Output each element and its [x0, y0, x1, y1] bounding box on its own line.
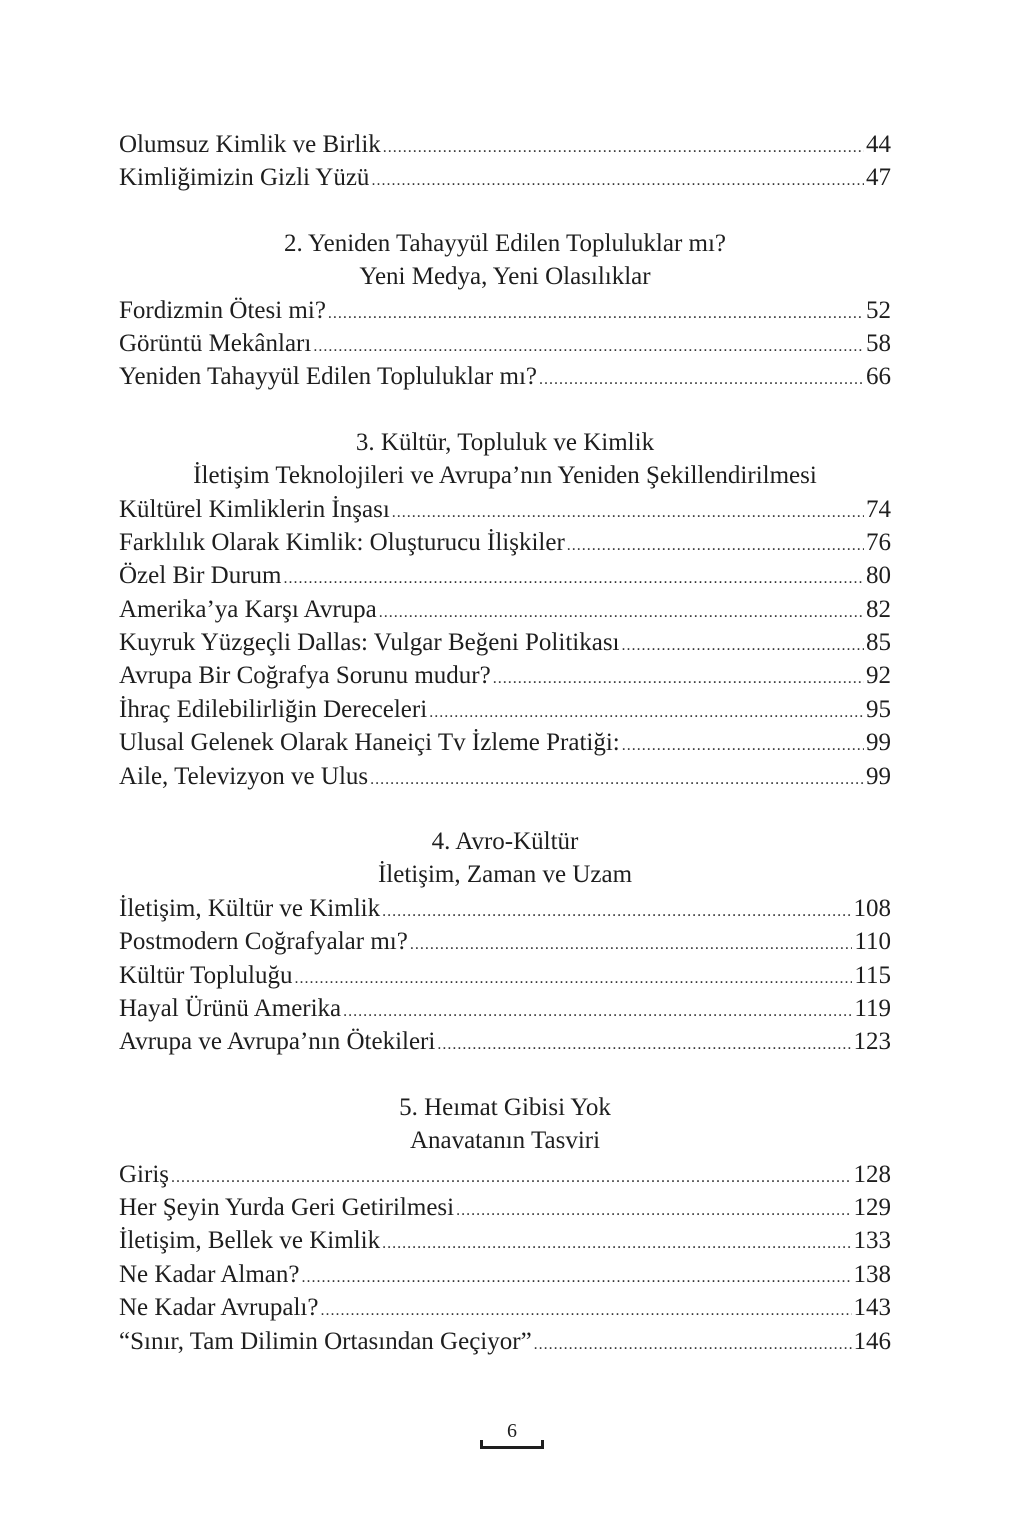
chapter-subtitle: Anavatanın Tasviri	[409, 1127, 601, 1155]
toc-entry	[119, 593, 891, 626]
chapter-title: 2. Yeniden Tahayyül Edilen Topluluklar mı?	[283, 229, 727, 257]
chapter-subtitle: İletişim, Zaman ve Uzam	[377, 861, 633, 889]
toc-entry-page: 52	[866, 296, 891, 324]
toc-entry-title: Fordizmin Ötesi mi?	[119, 296, 326, 324]
toc-entry	[119, 1191, 891, 1224]
chapter-4	[119, 825, 891, 1059]
toc-entry-title: Ulusal Gelenek Olarak Haneiçi Tv İzleme Pratiği:	[119, 729, 620, 757]
toc-entry	[119, 1158, 891, 1191]
toc-entry-title: İletişim, Bellek ve Kimlik	[119, 1227, 381, 1255]
page-number-text: 6	[507, 1420, 517, 1442]
page-number-ornament	[480, 1446, 544, 1449]
chapter-title: 4. Avro-Kültür	[431, 828, 579, 856]
chapter-5	[119, 1091, 891, 1358]
toc-entry-page: 123	[853, 1028, 891, 1056]
toc-entry	[119, 1025, 891, 1058]
dot-leader	[382, 895, 851, 928]
toc-entry	[119, 693, 891, 726]
page-number	[480, 1420, 544, 1443]
toc-entry	[119, 1258, 891, 1291]
dot-leader	[313, 330, 864, 363]
toc-entry-title: Olumsuz Kimlik ve Birlik	[119, 131, 381, 158]
dot-leader	[283, 562, 864, 595]
toc-entry	[119, 360, 891, 393]
dot-leader	[567, 529, 864, 562]
toc-entry	[119, 892, 891, 925]
toc-entry-title: “Sınır, Tam Dilimin Ortasından Geçiyor”	[119, 1327, 532, 1355]
toc-entry	[119, 726, 891, 759]
toc-entry	[119, 959, 891, 992]
toc-entry-title: Postmodern Coğrafyalar mı?	[119, 928, 408, 956]
toc-entry-page: 138	[853, 1260, 891, 1288]
toc-entry-page: 74	[866, 495, 891, 523]
toc-entry-page: 128	[853, 1160, 891, 1188]
chapter-subtitle: İletişim Teknolojileri ve Avrupa’nın Yeniden Şekillendirilmesi	[193, 462, 817, 490]
dot-leader	[171, 1161, 852, 1194]
toc-entry-title: Kültürel Kimliklerin İnşası	[119, 495, 390, 523]
toc-entry-title: Farklılık Olarak Kimlik: Oluşturucu İlişkiler	[119, 528, 565, 556]
dot-leader	[320, 1294, 851, 1327]
toc-entry-page: 80	[866, 562, 891, 590]
toc-entry	[119, 626, 891, 659]
dot-leader	[295, 962, 853, 995]
toc-entry	[119, 327, 891, 360]
dot-leader	[429, 696, 864, 729]
toc-entry-title: Yeniden Tahayyül Edilen Topluluklar mı?	[119, 363, 537, 391]
dot-leader	[534, 1328, 852, 1361]
toc-entry-page: 92	[866, 662, 891, 690]
dot-leader	[622, 629, 865, 662]
chapter-3	[119, 426, 891, 793]
toc-entry-title: Özel Bir Durum	[119, 562, 282, 590]
toc-entry-page: 110	[854, 928, 891, 956]
toc-entry	[119, 1224, 891, 1257]
toc-entry-page: 95	[866, 695, 891, 723]
dot-leader	[456, 1194, 851, 1227]
chapter-title: 5. Heımat Gibisi Yok	[399, 1093, 611, 1121]
toc-entry-page: 108	[853, 894, 891, 922]
chapter-subtitle: Yeni Medya, Yeni Olasılıklar	[359, 263, 651, 291]
toc-entry-title: Hayal Ürünü Amerika	[119, 994, 342, 1022]
toc-entry	[119, 1291, 891, 1324]
dot-leader	[539, 363, 864, 396]
toc-entry-page: 99	[866, 729, 891, 757]
toc-entry	[119, 992, 891, 1025]
toc-entry-title: Ne Kadar Avrupalı?	[119, 1294, 319, 1322]
toc-entry-title: Aile, Televizyon ve Ulus	[119, 762, 369, 790]
toc-entry-page: 82	[866, 595, 891, 623]
toc-entry-page: 44	[866, 131, 891, 158]
dot-leader	[371, 164, 864, 197]
toc-entry-page: 99	[866, 762, 891, 790]
toc-entry-page: 85	[866, 629, 891, 657]
toc-entry	[119, 1325, 891, 1358]
dot-leader	[392, 496, 864, 529]
dot-leader	[370, 763, 864, 796]
toc-entry-page: 58	[866, 329, 891, 357]
toc-entry-title: Amerika’ya Karşı Avrupa	[119, 595, 377, 623]
toc-entry	[119, 925, 891, 958]
toc-continued-entries	[119, 128, 891, 195]
dot-leader	[622, 729, 864, 762]
toc-entry	[119, 526, 891, 559]
toc-entry	[119, 493, 891, 526]
toc-entry-title: Kültür Topluluğu	[119, 961, 293, 989]
dot-leader	[437, 1028, 851, 1061]
toc-entry-title: Kimliğimizin Gizli Yüzü	[119, 164, 370, 192]
toc-entry	[119, 760, 891, 793]
dot-leader	[493, 662, 864, 695]
chapter-2	[119, 227, 891, 394]
toc-entry-page: 115	[854, 961, 891, 989]
dot-leader	[383, 131, 864, 164]
table-of-contents	[119, 128, 891, 1358]
toc-entry-page: 76	[866, 528, 891, 556]
dot-leader	[328, 297, 864, 330]
chapter-title: 3. Kültür, Topluluk ve Kimlik	[355, 428, 655, 456]
toc-entry	[119, 559, 891, 592]
toc-entry	[119, 294, 891, 327]
toc-entry	[119, 128, 891, 161]
toc-entry	[119, 659, 891, 692]
toc-entry	[119, 161, 891, 194]
toc-entry-title: Görüntü Mekânları	[119, 329, 312, 357]
toc-entry-title: Kuyruk Yüzgeçli Dallas: Vulgar Beğeni Politikası	[119, 629, 620, 657]
toc-entry-page: 146	[853, 1327, 891, 1355]
toc-entry-title: Avrupa Bir Coğrafya Sorunu mudur?	[119, 662, 491, 690]
toc-entry-page: 119	[854, 994, 891, 1022]
toc-entry-title: İletişim, Kültür ve Kimlik	[119, 894, 381, 922]
toc-entry-title: Giriş	[119, 1160, 169, 1188]
toc-entry-title: İhraç Edilebilirliğin Dereceleri	[119, 695, 428, 723]
toc-entry-title: Avrupa ve Avrupa’nın Ötekileri	[119, 1028, 436, 1056]
toc-entry-page: 133	[853, 1227, 891, 1255]
toc-entry-page: 129	[853, 1193, 891, 1221]
toc-entry-page: 143	[853, 1294, 891, 1322]
toc-entry-title: Ne Kadar Alman?	[119, 1260, 300, 1288]
toc-entry-page: 47	[866, 164, 891, 192]
dot-leader	[410, 928, 853, 961]
dot-leader	[379, 596, 864, 629]
dot-leader	[382, 1227, 851, 1260]
dot-leader	[343, 995, 852, 1028]
dot-leader	[301, 1261, 851, 1294]
toc-entry-title: Her Şeyin Yurda Geri Getirilmesi	[119, 1193, 455, 1221]
toc-entry-page: 66	[866, 363, 891, 391]
